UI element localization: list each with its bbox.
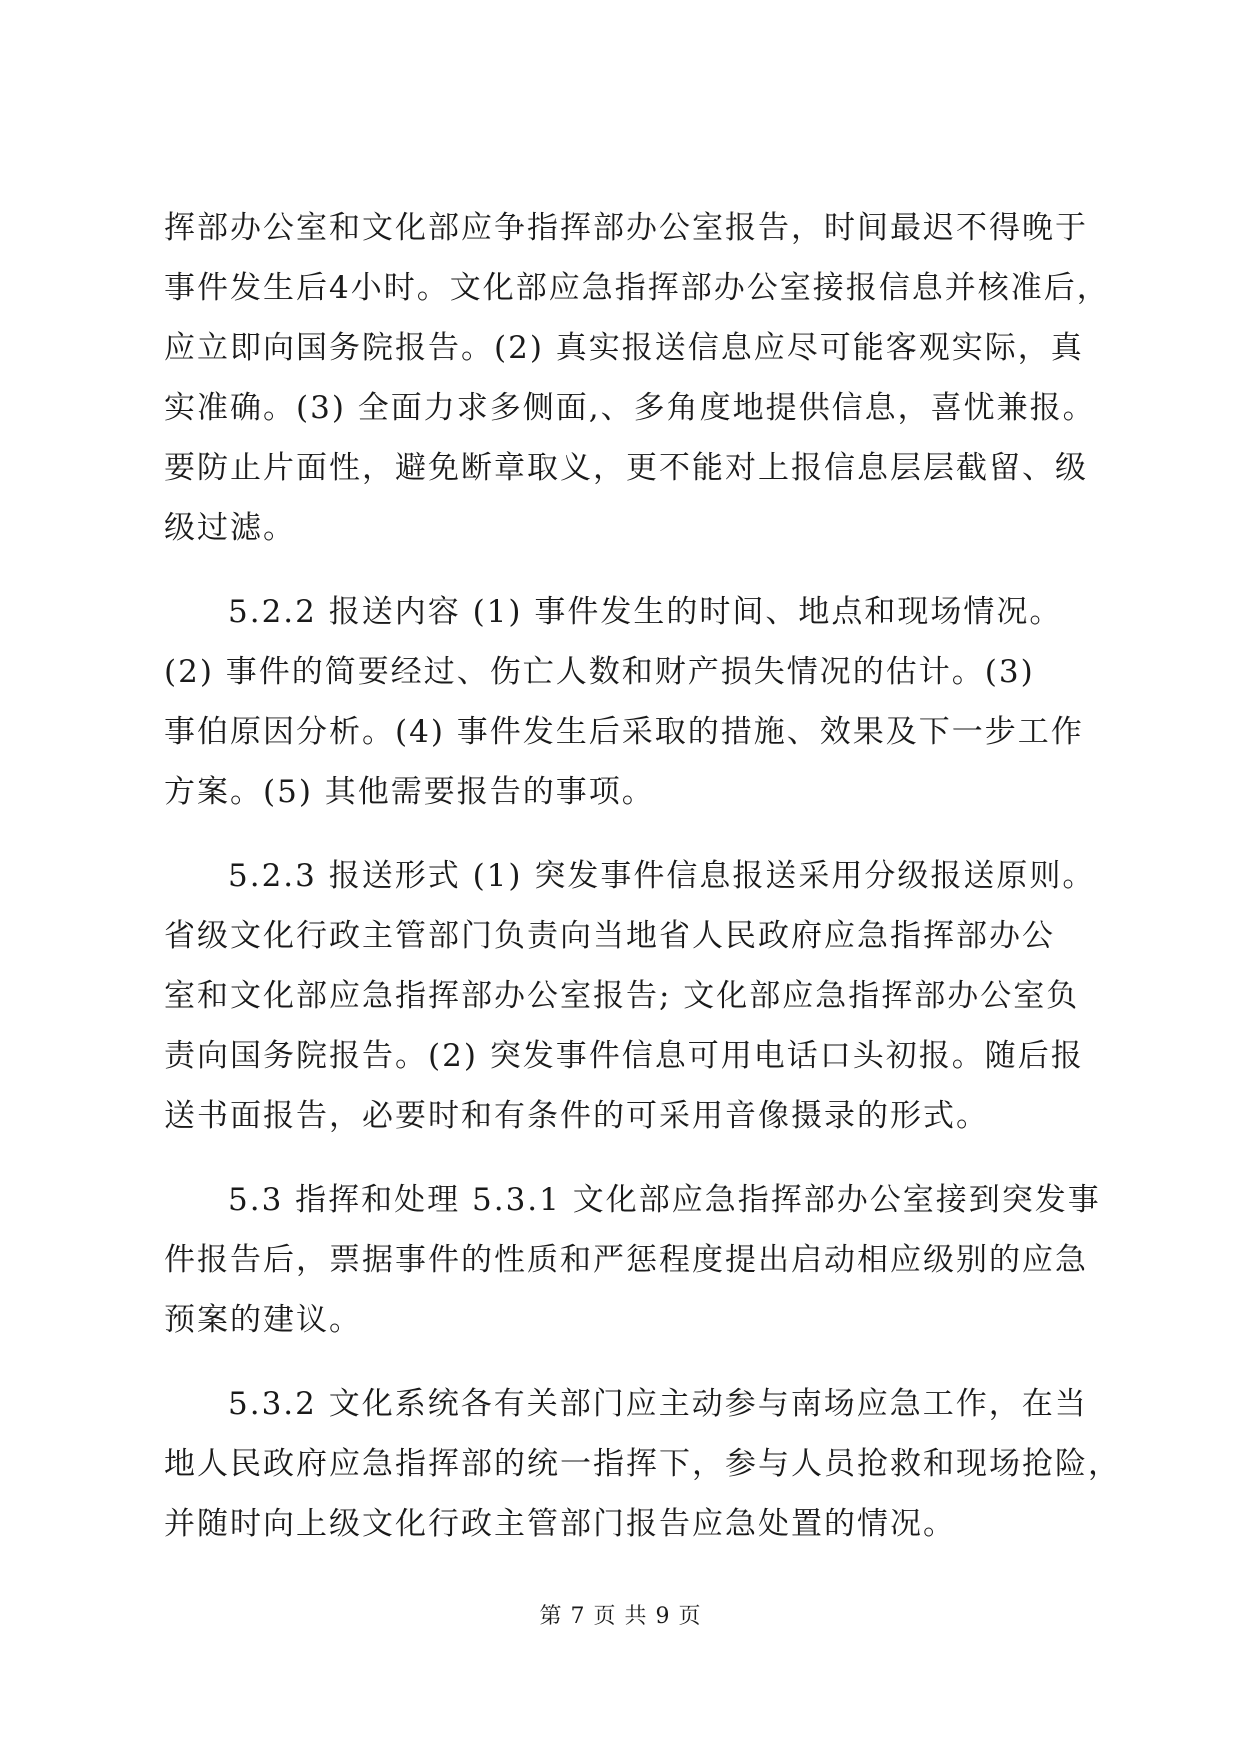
text-line: 送书面报告，必要时和有条件的可采用音像摄录的形式。: [164, 1098, 989, 1134]
text-line: 应立即向国务院报告。(2) 真实报送信息应尽可能客观实际，真: [164, 330, 1084, 366]
paragraph-first-line: 5.3.2 文化系统各有关部门应主动参与南场应急工作，在当: [228, 1386, 1088, 1422]
text-line: 室和文化部应急指挥部办公室报告; 文化部应急指挥部办公室负: [164, 978, 1080, 1014]
paragraph-first-line: 5.2.3 报送形式 (1) 突发事件信息报送采用分级报送原则。: [228, 858, 1096, 894]
text-line: 预案的建议。: [164, 1302, 362, 1338]
page-number-footer: 第 7 页 共 9 页: [539, 1604, 702, 1629]
text-line: (2) 事件的简要经过、伤亡人数和财产损失情况的估计。(3): [164, 654, 1035, 690]
text-line: 并随时向上级文化行政主管部门报告应急处置的情况。: [164, 1506, 956, 1542]
paragraph-first-line: 5.3 指挥和处理 5.3.1 文化部应急指挥部办公室接到突发事: [228, 1182, 1101, 1218]
text-line: 实准确。(3) 全面力求多侧面,、多角度地提供信息，喜忧兼报。: [164, 390, 1096, 426]
text-line: 地人民政府应急指挥部的统一指挥下，参与人员抢救和现场抢险，: [164, 1446, 1121, 1482]
text-line: 责向国务院报告。(2) 突发事件信息可用电话口头初报。随后报: [164, 1038, 1084, 1074]
text-line: 事件发生后4小时。文化部应急指挥部办公室接报信息并核准后，: [164, 270, 1110, 306]
text-line: 方案。(5) 其他需要报告的事项。: [164, 774, 655, 810]
text-line: 省级文化行政主管部门负责向当地省人民政府应急指挥部办公: [164, 918, 1055, 954]
text-line: 事伯原因分析。(4) 事件发生后采取的措施、效果及下一步工作: [164, 714, 1084, 750]
text-line: 挥部办公室和文化部应争指挥部办公室报告，时间最迟不得晚于: [164, 210, 1088, 246]
text-line: 件报告后，票据事件的性质和严惩程度提出启动相应级别的应急: [164, 1242, 1088, 1278]
paragraph-first-line: 5.2.2 报送内容 (1) 事件发生的时间、地点和现场情况。: [228, 594, 1063, 630]
text-line: 级过滤。: [164, 510, 296, 546]
text-line: 要防止片面性，避免断章取义，更不能对上报信息层层截留、级: [164, 450, 1088, 486]
